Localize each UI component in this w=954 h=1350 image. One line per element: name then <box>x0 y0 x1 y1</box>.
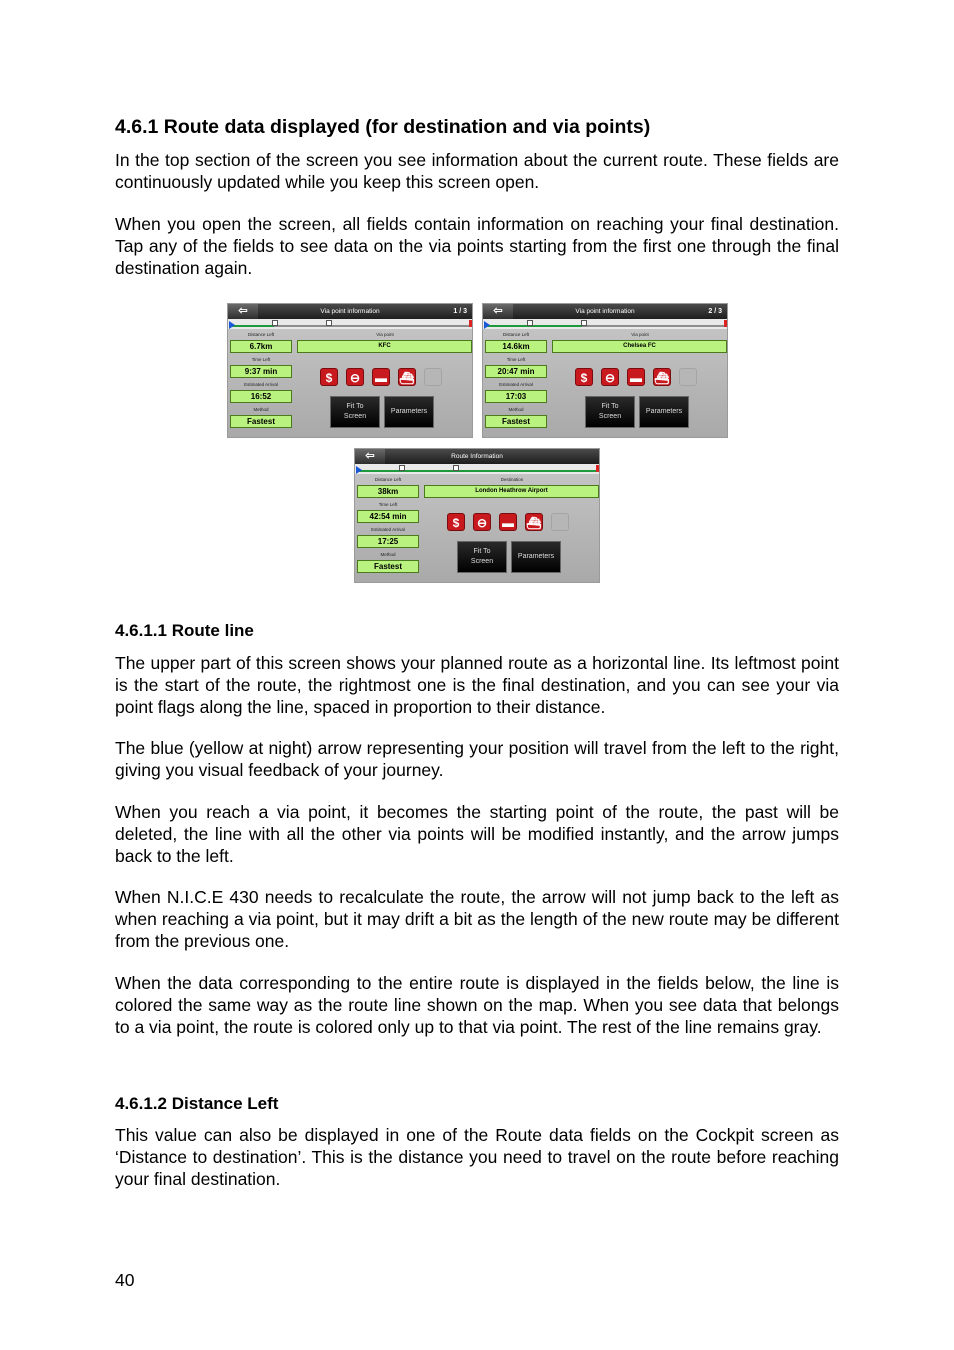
title-bar <box>355 449 599 464</box>
route-line-colored <box>231 325 274 327</box>
disabled-icon <box>551 513 569 531</box>
no-entry-icon[interactable]: ⊖ <box>601 368 619 386</box>
intro-paragraph-1: In the top section of the screen you see information about the current route. These fields are continuously updated while you keep this screen open. <box>115 150 839 192</box>
via-point-flag <box>527 320 533 326</box>
screenshot-via-point-1 <box>227 303 473 438</box>
screen-title: Via point information <box>320 308 380 315</box>
fit-to-screen-button[interactable] <box>585 396 635 428</box>
target-field[interactable]: London Heathrow Airport <box>424 485 599 498</box>
target-label: Destination <box>500 477 524 482</box>
via-point-flag <box>581 320 587 326</box>
time-field[interactable]: 9:37 min <box>230 365 292 378</box>
fit-to-screen-label: Fit To Screen <box>470 548 494 565</box>
fit-to-screen-label: Fit To Screen <box>343 403 367 420</box>
ferry-icon[interactable]: ⛴ <box>398 368 416 386</box>
method-field[interactable]: Fastest <box>485 415 547 428</box>
screen-title: Route Information <box>451 453 503 460</box>
disabled-icon <box>679 368 697 386</box>
back-button[interactable]: ⇦ <box>355 449 385 464</box>
screen-title: Via point information <box>575 308 635 315</box>
back-button[interactable]: ⇦ <box>483 304 513 319</box>
position-arrow-icon <box>229 321 235 329</box>
route-line-colored <box>358 470 598 472</box>
target-field[interactable]: KFC <box>297 340 472 353</box>
route-line-paragraph-1: The upper part of this screen shows your planned route as a horizontal line. Its leftmost point is the start of the route, the rightmost one is the final destination, and you can see your via point flags along the line, spaced in proportion to their distance. <box>115 653 839 717</box>
position-arrow-icon <box>484 321 490 329</box>
page-indicator: 2 / 3 <box>708 308 722 315</box>
arrival-label: Estimated Arrival <box>499 382 533 387</box>
dollar-icon[interactable]: $ <box>575 368 593 386</box>
route-line-paragraph-3: When you reach a via point, it becomes the starting point of the route, the past will be deleted, the line with all the other via points will be modified instantly, and the arrow jumps back to the left. <box>115 802 839 866</box>
distance-field[interactable]: 6.7km <box>230 340 292 353</box>
screenshot-via-point-2 <box>482 303 728 438</box>
via-point-flag <box>453 465 459 471</box>
method-label: Method <box>508 407 524 412</box>
arrival-label: Estimated Arrival <box>371 527 405 532</box>
disabled-icon <box>424 368 442 386</box>
method-label: Method <box>380 552 396 557</box>
title-bar <box>483 304 727 319</box>
arrival-label: Estimated Arrival <box>244 382 278 387</box>
distance-label: Distance Left <box>247 332 275 337</box>
screenshot-route-information <box>354 448 600 583</box>
toll-card-icon[interactable]: ▬ <box>499 513 517 531</box>
title-bar <box>228 304 472 319</box>
destination-flag-icon <box>596 465 599 472</box>
position-arrow-icon <box>356 466 362 474</box>
destination-flag-icon <box>724 320 727 327</box>
destination-flag-icon <box>469 320 472 327</box>
route-line <box>228 319 472 329</box>
dollar-icon[interactable]: $ <box>320 368 338 386</box>
dollar-icon[interactable]: $ <box>447 513 465 531</box>
route-line-paragraph-2: The blue (yellow at night) arrow representing your position will travel from the left to the right, giving you visual feedback of your journey. <box>115 738 839 780</box>
target-label: Via point <box>376 332 394 337</box>
method-label: Method <box>253 407 269 412</box>
via-point-flag <box>326 320 332 326</box>
route-line <box>355 464 599 474</box>
route-line <box>483 319 727 329</box>
time-field[interactable]: 42:54 min <box>357 510 419 523</box>
ferry-icon[interactable]: ⛴ <box>653 368 671 386</box>
target-label: Via point <box>631 332 649 337</box>
distance-label: Distance Left <box>502 332 530 337</box>
route-line-paragraph-4: When N.I.C.E 430 needs to recalculate the route, the arrow will not jump back to the left as when reaching a via point, but it may drift a bit as the length of the new route may be different from the previous one. <box>115 887 839 951</box>
section-heading: 4.6.1 Route data displayed (for destination and via points) <box>115 116 651 138</box>
via-point-flag <box>272 320 278 326</box>
fit-to-screen-button[interactable] <box>330 396 380 428</box>
back-button[interactable]: ⇦ <box>228 304 258 319</box>
via-point-flag <box>399 465 405 471</box>
fit-to-screen-label: Fit To Screen <box>598 403 622 420</box>
parameters-button[interactable]: Parameters <box>511 541 561 573</box>
method-field[interactable]: Fastest <box>230 415 292 428</box>
time-field[interactable]: 20:47 min <box>485 365 547 378</box>
fit-to-screen-button[interactable] <box>457 541 507 573</box>
arrival-field[interactable]: 17:25 <box>357 535 419 548</box>
distance-label: Distance Left <box>374 477 402 482</box>
no-entry-icon[interactable]: ⊖ <box>473 513 491 531</box>
distance-field[interactable]: 14.6km <box>485 340 547 353</box>
page-indicator: 1 / 3 <box>453 308 467 315</box>
parameters-button[interactable]: Parameters <box>384 396 434 428</box>
distance-left-heading: 4.6.1.2 Distance Left <box>115 1094 279 1113</box>
toll-card-icon[interactable]: ▬ <box>372 368 390 386</box>
route-line-paragraph-5: When the data corresponding to the entire route is displayed in the fields below, the line is colored the same way as the route line shown on the map. When you see data that belongs to a via point, the route is colored only up to that via point. The rest of the line remains gray. <box>115 973 839 1037</box>
time-label: Time Left <box>251 357 271 362</box>
no-entry-icon[interactable]: ⊖ <box>346 368 364 386</box>
arrival-field[interactable]: 17:03 <box>485 390 547 403</box>
time-label: Time Left <box>506 357 526 362</box>
distance-field[interactable]: 38km <box>357 485 419 498</box>
target-field[interactable]: Chelsea FC <box>552 340 727 353</box>
route-line-colored <box>486 325 582 327</box>
route-line-heading: 4.6.1.1 Route line <box>115 621 254 640</box>
arrival-field[interactable]: 16:52 <box>230 390 292 403</box>
time-label: Time Left <box>378 502 398 507</box>
method-field[interactable]: Fastest <box>357 560 419 573</box>
page-number: 40 <box>115 1270 135 1290</box>
toll-card-icon[interactable]: ▬ <box>627 368 645 386</box>
parameters-button[interactable]: Parameters <box>639 396 689 428</box>
ferry-icon[interactable]: ⛴ <box>525 513 543 531</box>
intro-paragraph-2: When you open the screen, all fields contain information on reaching your final destination. Tap any of the fields to see data on the via points starting from the first one through the final destination again. <box>115 214 839 278</box>
distance-left-paragraph-1: This value can also be displayed in one of the Route data fields on the Cockpit screen as ‘Distance to destination’. This is the distance you need to travel on the route before reaching your final destination. <box>115 1125 839 1189</box>
